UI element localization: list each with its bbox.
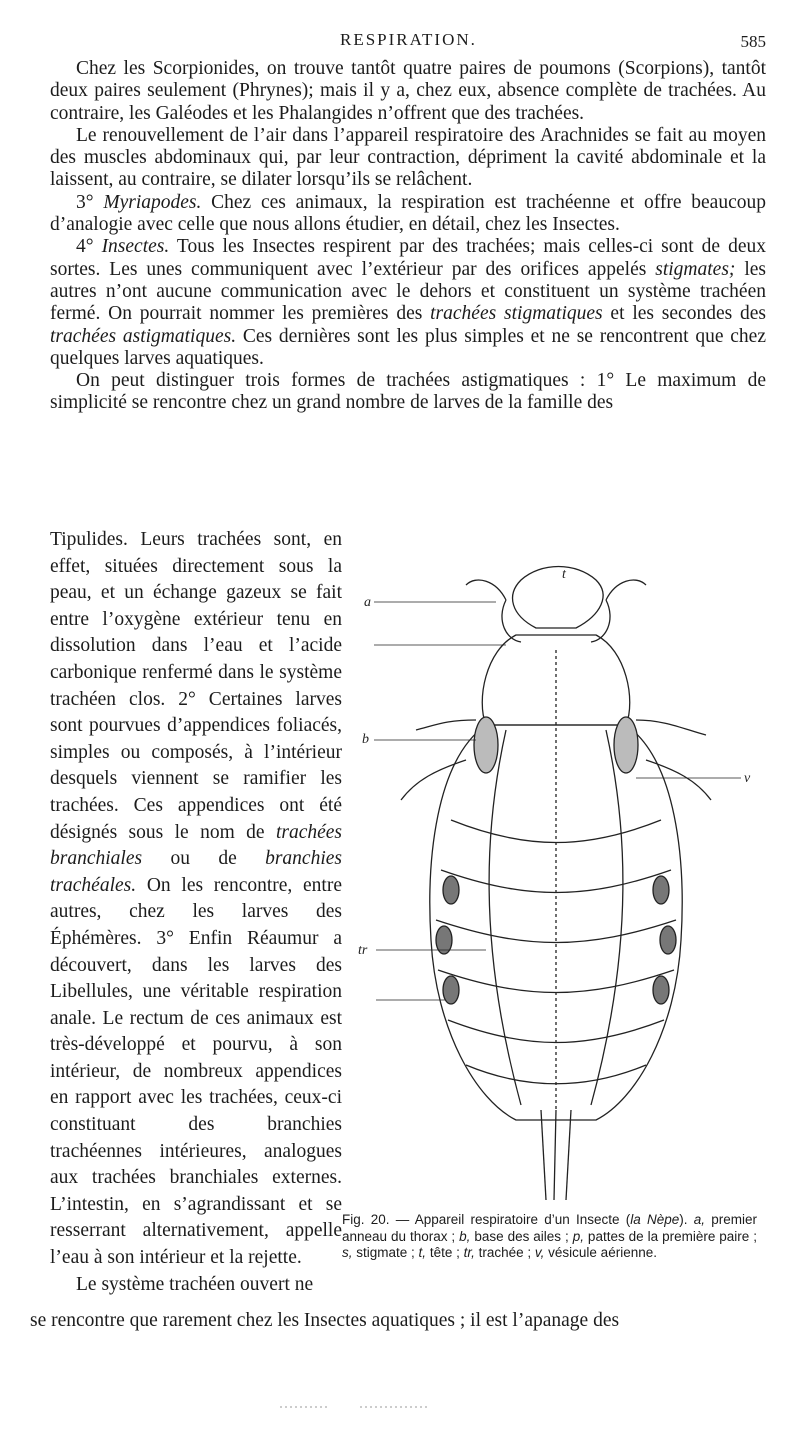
paragraph-tipulides [50,527,342,1272]
trachea-left [489,730,521,1105]
caption-lead: Fig. 20. — Appareil respiratoire d’un Insecte ( [342,1212,631,1227]
paragraph-scorpionides: Chez les Scorpionides, on trouve tantôt quatre paires de poumons (Scorpions), tantôt deux paires seulement (Phrynes); mais il y a, chez eux, absence complète de trachées. Au contraire, les Galéodes et les Phalangides n’offrent que des trachées. [50,58,766,124]
caption-text: stigmate ; [352,1245,419,1260]
head-outline [513,567,603,629]
paragraph-text: Tipulides. Leurs trachées sont, en effet, situées directement sous la peau, et un échange gazeux se fait entre l’oxygène extérieur tenu en dissolution dans l’eau et l’acide carbonique renfermé dans le système trachéen clos. 2° Certaines larves sont pourvues d’appendices foliacés, simples ou composés, à l’intérieur desquels viennent se ramifier les trachées. Ces appendices ont été désignés sous le nom de [50,529,342,843]
label-v: v [744,771,751,786]
main-text [50,58,766,415]
caption-key-t: t, [418,1245,427,1260]
vesicle-left [474,717,498,773]
paragraph-text: et les secondes des [602,303,766,325]
figure-caption [342,1212,757,1262]
antenna-right [606,580,646,600]
paragraph-formes: On peut distinguer trois formes de trachées astigmatiques : 1° Le maximum de simplicité se rencontre chez un grand nombre de larves de la famille des [50,370,766,414]
term-trachees-branchiales: trachées branchiales [50,821,342,870]
label-b: b [362,732,369,747]
caption-text: pattes de la première paire ; [583,1228,758,1244]
caption-text: base des ailes ; [470,1228,573,1244]
term-branchies-tracheales: branchies trachéales. [50,848,342,896]
caption-species: la Nèpe [630,1212,680,1227]
caption-key-b: b, [459,1228,471,1244]
paragraph-text: Ces dernières sont les plus simples et ne se rencontrent que chez quelques larves aquatiques. [50,325,766,369]
section-term-myriapodes: Myriapodes. [103,191,202,213]
footer-ornament [280,1404,440,1410]
caption-text: premier anneau du thorax ; [342,1212,757,1244]
term-stigmates: stigmates; [655,258,736,280]
paragraph-insectes [50,236,766,370]
vesicle-right [614,717,638,773]
caption-key-p: p, [572,1228,584,1244]
paragraph-text: Tous les Insectes respirent par des trachées; mais celles-ci sont de deux sortes. Les unes communiquent avec l’extérieur par des orifices appelés [50,236,766,280]
antenna-left [466,580,506,600]
running-title: RESPIRATION. [340,30,477,49]
figure-nepe-respiratory-illustration [356,560,756,1210]
paragraph-systeme-ouvert: Le système trachéen ouvert ne [76,1273,314,1295]
final-line: se rencontre que rarement chez les Insectes aquatiques ; il est l’apanage des [30,1310,620,1331]
trachea-right [591,730,623,1105]
label-t: t [562,567,566,582]
caption-text: trachée ; [474,1245,535,1260]
caption-key-v: v, [534,1245,545,1260]
page-number: 585 [740,32,766,51]
term-trachees-astigmatiques: trachées astigmatiques. [50,325,237,347]
section-number: 3° [76,191,104,213]
caption-text: tête ; [426,1245,464,1260]
caption-key-a: a, [693,1212,705,1227]
paragraph-text: ou de [142,848,266,870]
caption-text: vésicule aérienne. [544,1245,657,1260]
running-head [0,30,800,54]
caption-key-s: s, [342,1245,353,1260]
caption-key-tr: tr, [463,1245,475,1260]
label-tr: tr [358,943,368,958]
section-number: 4° [76,236,102,258]
paragraph-text: les autres n’ont aucune communication avec le dehors et constituent un système trachéen fermé. On pourrait nommer les premières des [50,258,766,325]
paragraph-renouvellement: Le renouvellement de l’air dans l’appareil respiratoire des Arachnides se fait au moyen des muscles abdominaux qui, par leur contraction, dépriment la cavité abdominale et la laissent, au contraire, se dilater lorsqu’ils se relâchent. [50,124,766,191]
caption-after: ). [679,1212,688,1227]
section-term-insectes: Insectes. [101,236,170,258]
paragraph-myriapodes [50,192,766,237]
paragraph-text: On les rencontre, entre autres, chez les larves des Éphémères. 3° Enfin Réaumur a découvert, dans les larves des Libellules, une véritable respiration anale. Le rectum de ces animaux est très-développé et pourvu, à son intérieur, de nombreux appendices en rapport avec les trachées, ceux-ci constituant des branchies trachéennes intérieures, analogues aux trachées branchiales externes. L’intestin, en s’agrandissant et se resserrant alternativement, appelle l’eau à son intérieur et la rejette. [50,874,342,1269]
column-text [50,527,342,1298]
paragraph-text: Chez ces animaux, la respiration est trachéenne et offre beaucoup d’analogie avec celle que nous allons étudier, en détail, chez les Insectes. [50,191,766,236]
term-trachees-stigmatiques: trachées stigmatiques [430,303,603,325]
label-a: a [364,595,371,610]
